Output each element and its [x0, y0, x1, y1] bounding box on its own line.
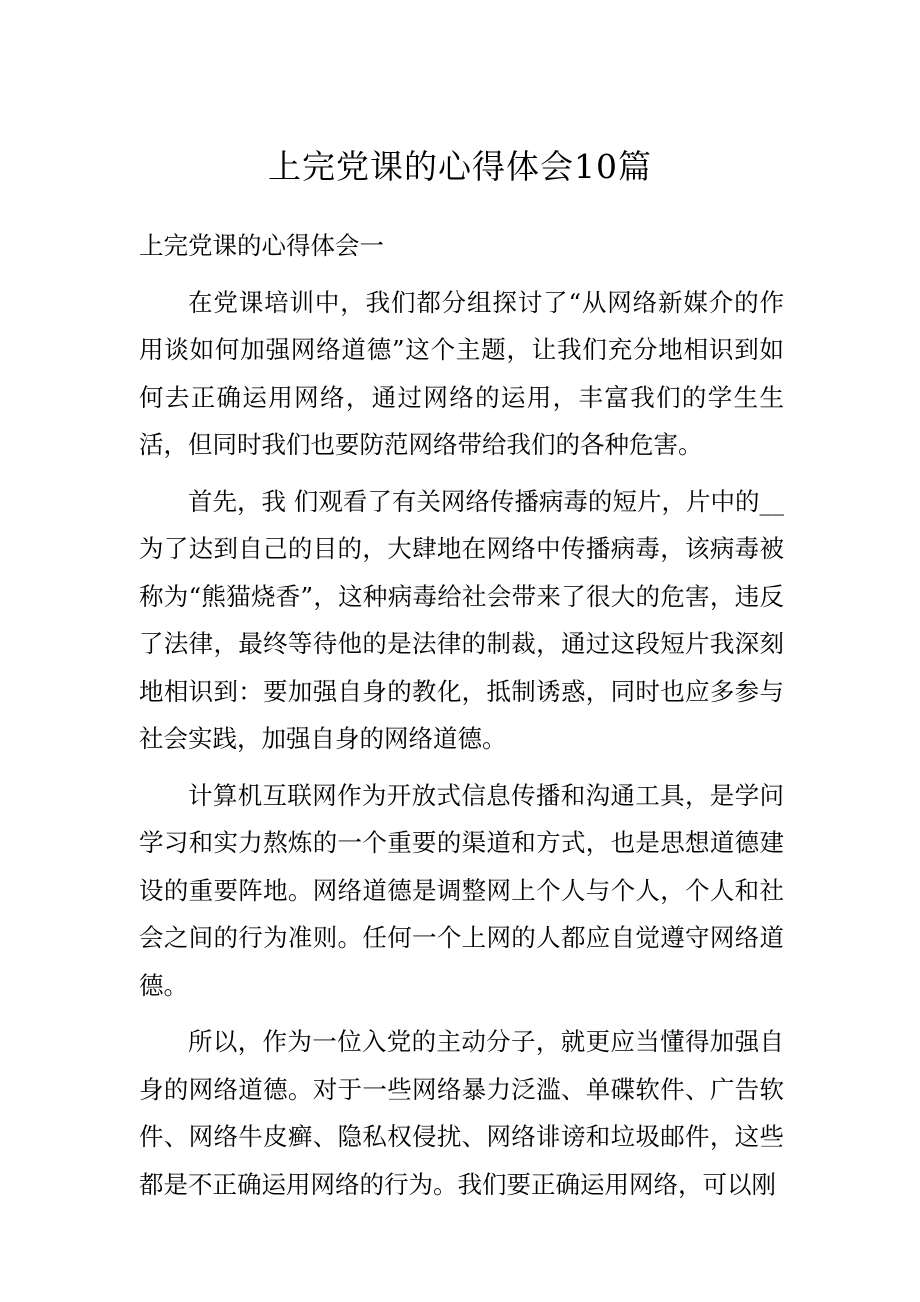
paragraph-1: 在党课培训中，我们都分组探讨了“从网络新媒介的作用谈如何加强网络道德”这个主题，让我们充分地相识到如何去正确运用网络，通过网络的运用，丰富我们的学生生活，但同时我们也要防范网络带给我们的各种危害。	[139, 287, 784, 459]
section-heading: 上完党课的心得体会一	[139, 231, 384, 260]
document-body	[139, 222, 784, 1217]
paragraph-4: 所以，作为一位入党的主动分子，就更应当懂得加强自身的网络道德。对于一些网络暴力泛滥、单碟软件、广告软件、网络牛皮癣、隐私权侵扰、网络诽谤和垃圾邮件，这些都是不正确运用网络的行为。我们要正确运用网络，可以刚	[139, 1027, 784, 1199]
document-title: 上完党课的心得体会10篇	[268, 147, 652, 186]
paragraph-3: 计算机互联网作为开放式信息传播和沟通工具，是学问学习和实力熬炼的一个重要的渠道和方式，也是思想道德建设的重要阵地。网络道德是调整网上个人与个人，个人和社会之间的行为准则。任何一个上网的人都应自觉遵守网络道德。	[139, 780, 784, 1000]
paragraph-2: 首先，我 们观看了有关网络传播病毒的短片，片中的__为了达到自己的目的，大肆地在网络中传播病毒，该病毒被称为“熊猫烧香”，这种病毒给社会带来了很大的危害，违反了法律，最终等待他的是法律的制裁，通过这段短片我深刻地相识到：要加强自身的教化，抵制诱惑，同时也应多参与社会实践，加强自身的网络道德。	[139, 486, 784, 753]
